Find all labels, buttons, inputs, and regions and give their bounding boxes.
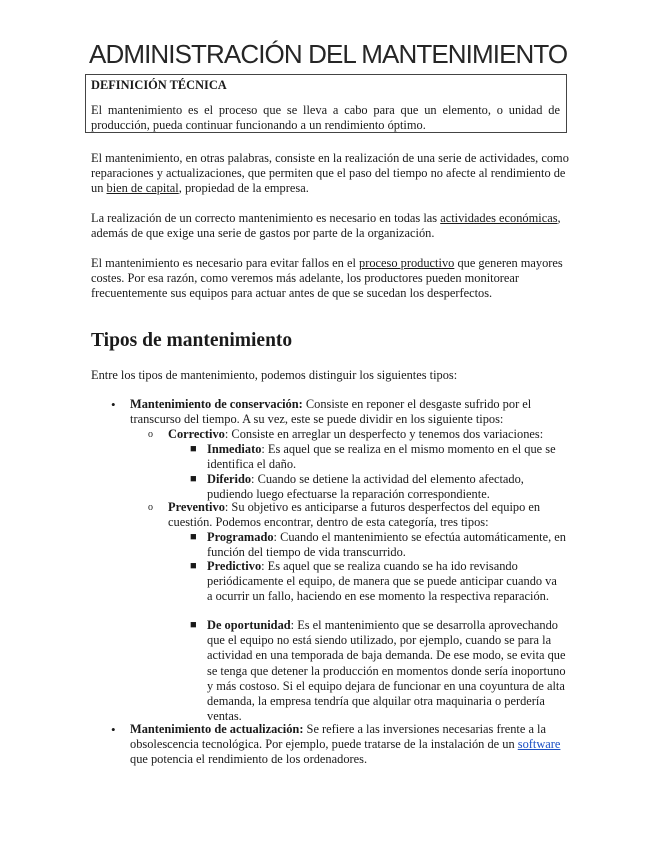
- list-item-programado: [207, 530, 569, 560]
- bullet-l2: o: [148, 429, 153, 440]
- paragraph-3-text-a: El mantenimiento es necesario para evitar fallos en el: [91, 256, 360, 270]
- actualizacion-label: Mantenimiento de actualización:: [130, 722, 304, 736]
- oportunidad-text: : Es el mantenimiento que se desarrolla aprovechando que el equipo no está siendo utilizado, por ejemplo, cuando se para la actividad en una temporada de baja demanda. De ese modo, se evita que se tenga que detener la producción en momentos donde sería inoportuno y más costoso. Si el equipo dejara de funcionar en una coyuntura de alta demanda, la empresa tendría que alquilar otra maquinaria o perdería ventas.: [207, 618, 566, 724]
- list-item-inmediato: [207, 442, 567, 472]
- list-item-diferido: [207, 472, 567, 502]
- programado-text: : Cuando el mantenimiento se efectúa automáticamente, en función del tiempo de vida transcurrido.: [207, 530, 566, 560]
- definition-box: [85, 74, 567, 133]
- paragraph-1: [91, 151, 571, 197]
- link-proceso-productivo[interactable]: proceso productivo: [359, 256, 455, 270]
- list-item-conservacion: [130, 397, 570, 427]
- actualizacion-text-b: que potencia el rendimiento de los ordenadores.: [130, 752, 368, 767]
- list-item-correctivo: [168, 427, 568, 442]
- bullet-l3: ■: [190, 619, 197, 631]
- conservacion-label: Mantenimiento de conservación:: [130, 397, 303, 411]
- paragraph-2: [91, 211, 571, 241]
- list-item-preventivo: [168, 500, 568, 530]
- predictivo-label: Predictivo: [207, 559, 262, 573]
- diferido-label: Diferido: [207, 472, 252, 486]
- conservacion-text: Consiste en reponer el desgaste sufrido por el transcurso del tiempo. A su vez, este se puede dividir en los siguiente tipos:: [130, 397, 532, 427]
- bullet-l2: o: [148, 502, 153, 513]
- link-software[interactable]: software: [517, 737, 561, 752]
- oportunidad-label: De oportunidad: [207, 618, 291, 632]
- preventivo-label: Preventivo: [168, 500, 225, 514]
- correctivo-text: : Consiste en arreglar un desperfecto y tenemos dos variaciones:: [224, 427, 544, 441]
- correctivo-label: Correctivo: [168, 427, 225, 441]
- link-actividades-economicas[interactable]: actividades económicas: [440, 211, 558, 225]
- bullet-l3: ■: [190, 531, 197, 543]
- list-item-actualizacion: [130, 722, 570, 768]
- paragraph-1-text-a: El mantenimiento, en otras palabras, consiste en la realización de una serie de actividades, como reparaciones y actualizaciones, que permiten que el paso del tiempo no afecte al rendimiento de un: [91, 151, 569, 196]
- list-item-oportunidad: [207, 618, 567, 724]
- definition-heading: DEFINICIÓN TÉCNICA: [91, 78, 227, 92]
- inmediato-label: Inmediato: [207, 442, 262, 456]
- document-title: ADMINISTRACIÓN DEL MANTENIMIENTO: [89, 39, 568, 69]
- bullet-l3: ■: [190, 560, 197, 572]
- paragraph-1-text-b: , propiedad de la empresa.: [178, 181, 309, 196]
- section-title: Tipos de mantenimiento: [91, 330, 293, 351]
- paragraph-3: [91, 256, 571, 302]
- link-bien-de-capital[interactable]: bien de capital: [106, 181, 179, 196]
- bullet-l1: •: [111, 722, 116, 737]
- paragraph-3-text-b: que generen mayores costes. Por esa razón, como veremos más adelante, los productores pueden monitorear frecuentemente sus equipos para actuar antes de que se sucedan los desperfectos.: [91, 256, 563, 301]
- paragraph-2-text-b: , además de que exige una serie de gastos por parte de la organización.: [91, 211, 561, 241]
- programado-label: Programado: [207, 530, 274, 544]
- bullet-l1: •: [111, 397, 116, 412]
- actualizacion-text-a: Se refiere a las inversiones necesarias frente a la obsolescencia tecnológica. Por ejemplo, puede tratarse de la instalación de un: [130, 722, 546, 752]
- paragraph-2-text-a: La realización de un correcto mantenimiento es necesario en todas las: [91, 211, 441, 225]
- bullet-l3: ■: [190, 443, 197, 455]
- preventivo-text: : Su objetivo es anticiparse a futuros desperfectos del equipo en cuestión. Podemos encontrar, dentro de esta categoría, tres tipos:: [168, 500, 541, 530]
- predictivo-text: : Es aquel que se realiza cuando se ha ido revisando periódicamente el equipo, de manera que se puede anticipar cuando va a ocurrir un fallo, haciendo en ese momento la respectiva reparación.: [207, 559, 557, 604]
- inmediato-text: : Es aquel que se realiza en el mismo momento en el que se identifica el daño.: [207, 442, 556, 472]
- intro-text: Entre los tipos de mantenimiento, podemos distinguir los siguientes tipos:: [91, 368, 458, 382]
- list-item-predictivo: [207, 559, 562, 605]
- bullet-l3: ■: [190, 473, 197, 485]
- definition-text: El mantenimiento es el proceso que se lleva a cabo para que un elemento, o unidad de producción, pueda continuar funcionando a un rendimiento óptimo.: [91, 103, 560, 133]
- diferido-text: : Cuando se detiene la actividad del elemento afectado, pudiendo luego efectuarse la reparación correspondiente.: [207, 472, 524, 502]
